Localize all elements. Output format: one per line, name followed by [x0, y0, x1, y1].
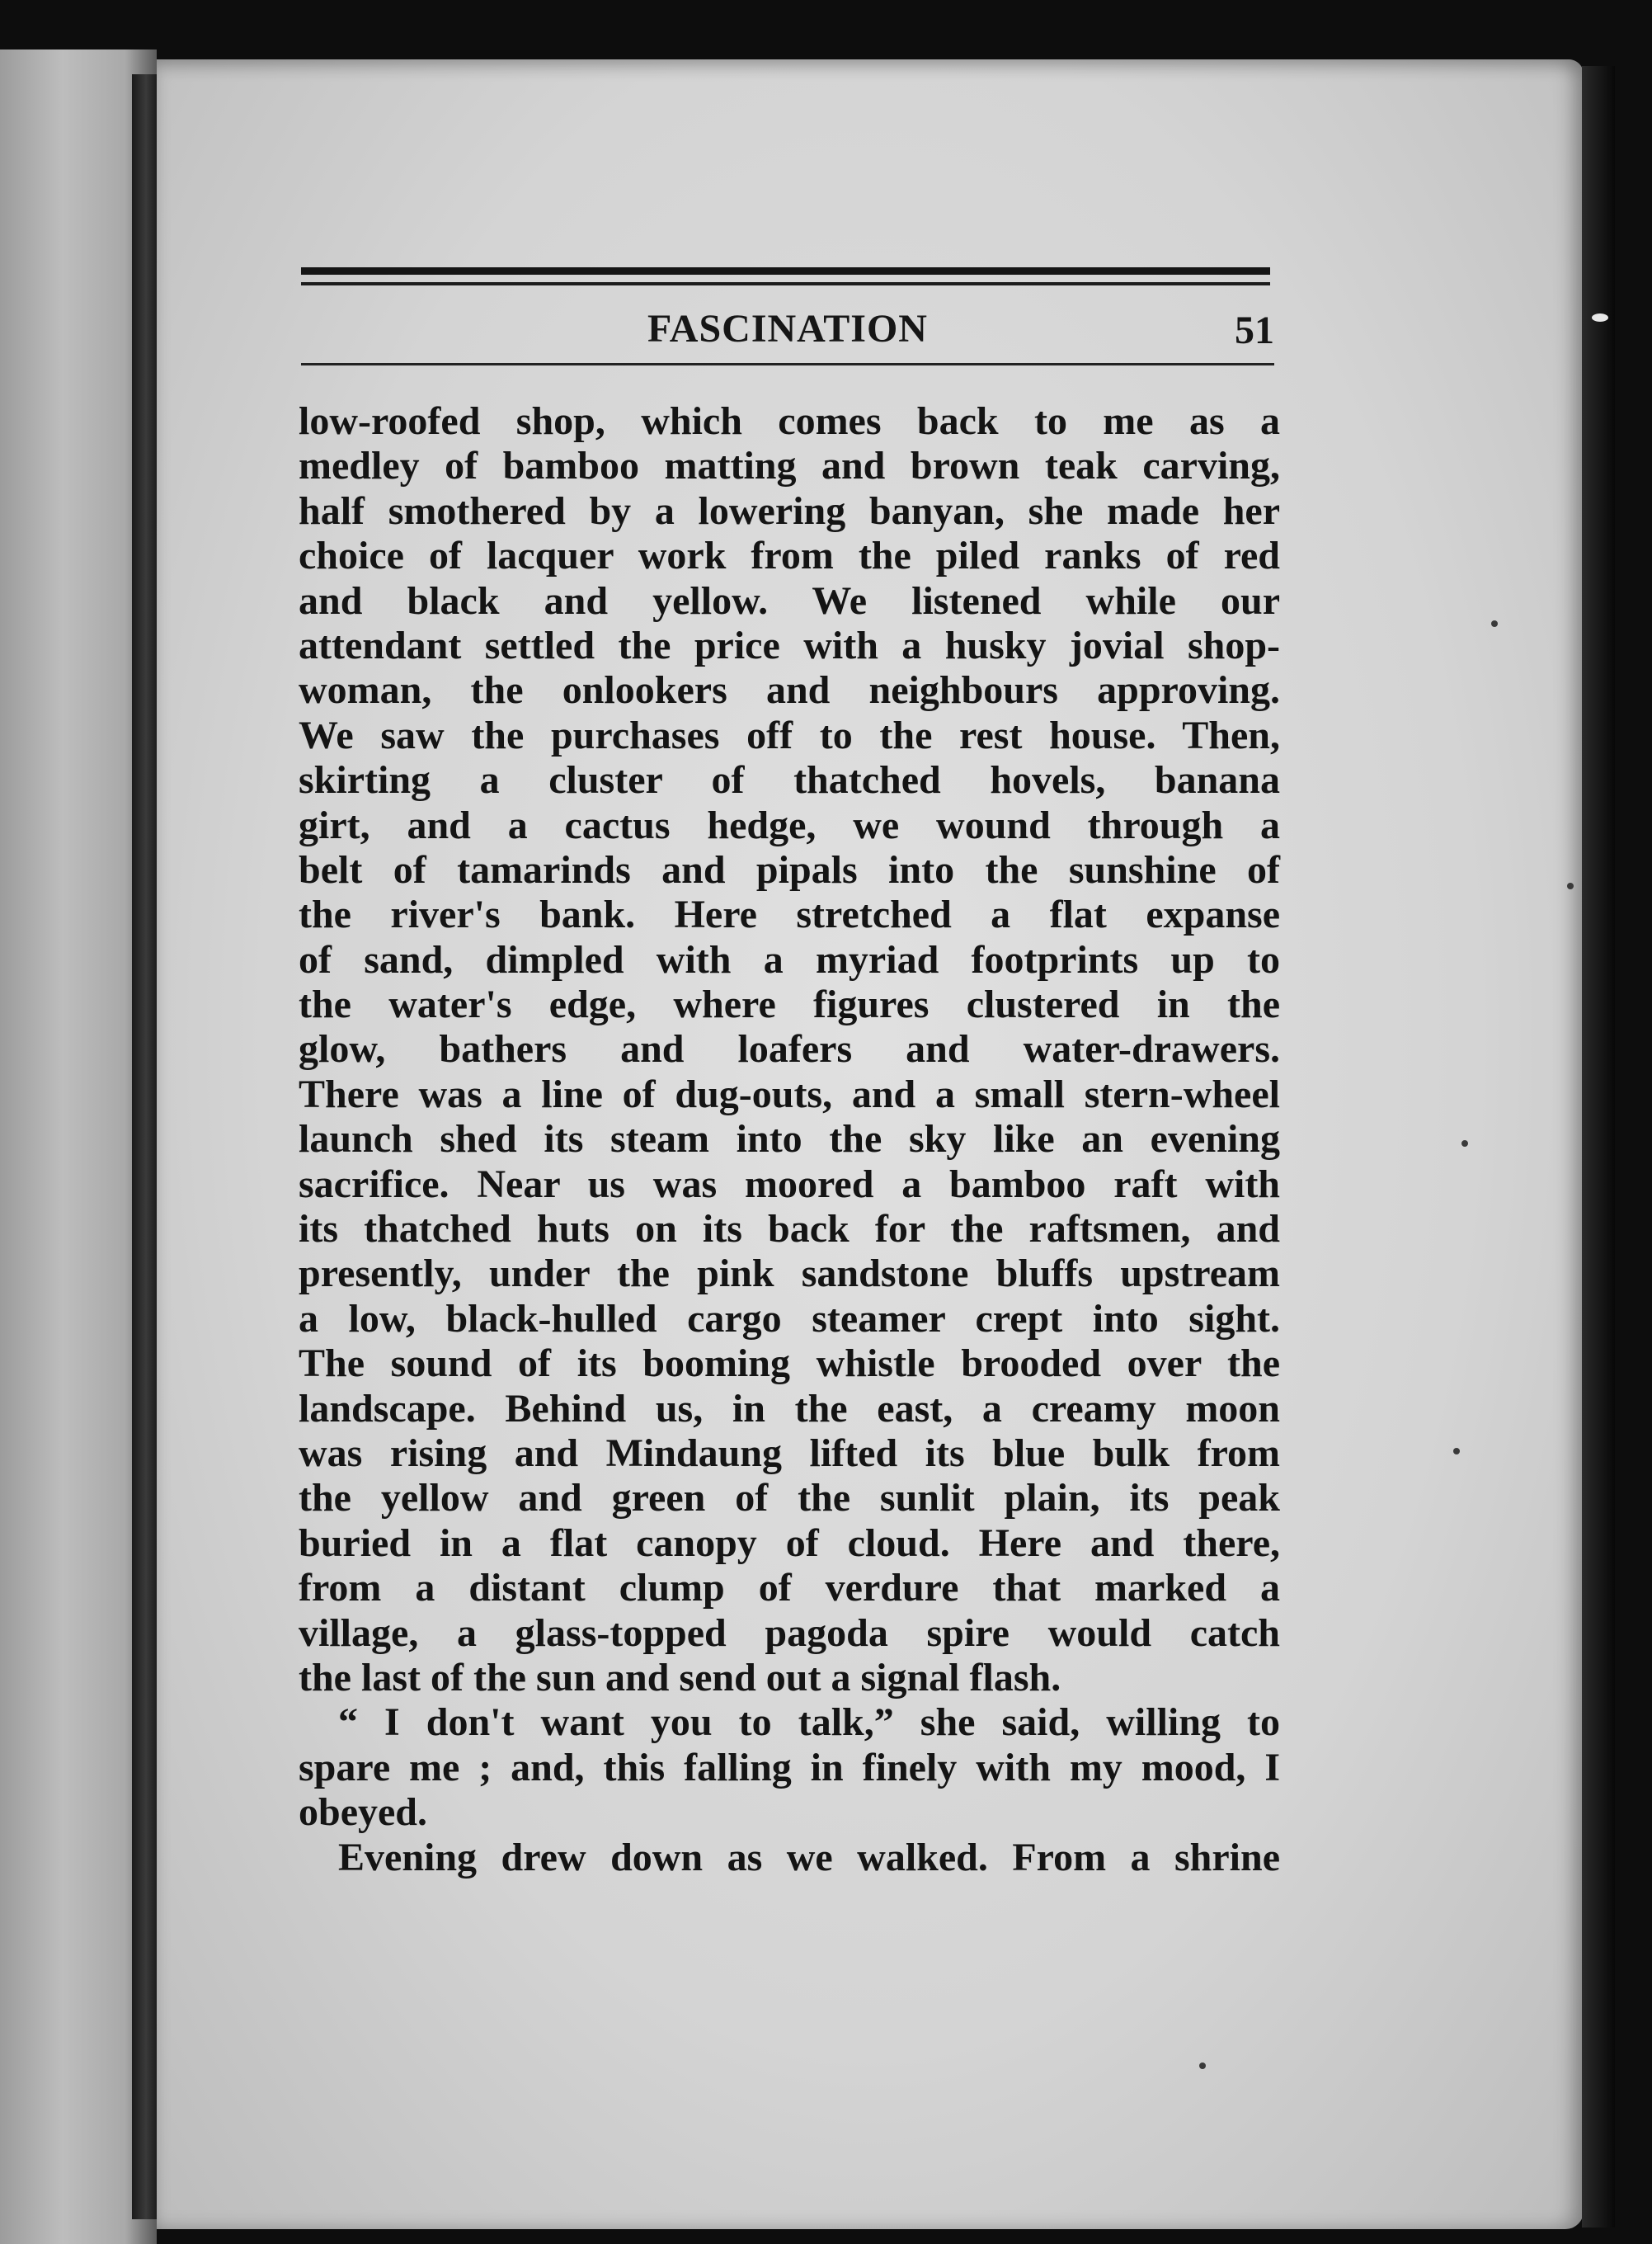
scan-speck	[1567, 883, 1574, 889]
paragraph-3	[299, 1836, 1280, 1880]
text-line: glow, bathers and loafers and water-drawers.	[299, 1027, 1280, 1072]
text-line: a low, black-hulled cargo steamer crept into sight.	[299, 1296, 1280, 1341]
text-line: village, a glass-topped pagoda spire would catch	[299, 1610, 1280, 1655]
text-line: half smothered by a lowering banyan, she made her	[299, 488, 1280, 533]
scan-speck	[1592, 314, 1608, 322]
text-line: the river's bank. Here stretched a flat expanse	[299, 893, 1280, 937]
book-spine	[132, 74, 160, 2219]
text-line: choice of lacquer work from the piled ranks of red	[299, 534, 1280, 578]
text-line: woman, the onlookers and neighbours approving.	[299, 668, 1280, 713]
text-line: its thatched huts on its back for the raftsmen, and	[299, 1207, 1280, 1252]
text-line: of sand, dimpled with a myriad footprints up to	[299, 937, 1280, 982]
text-line: belt of tamarinds and pipals into the sunshine of	[299, 847, 1280, 892]
text-line: the last of the sun and send out a signal flash.	[299, 1655, 1061, 1700]
paragraph-2	[299, 1700, 1280, 1835]
text-line: the yellow and green of the sunlit plain, its peak	[299, 1476, 1280, 1520]
scan-speck	[1461, 1140, 1468, 1147]
text-line: buried in a flat canopy of cloud. Here and there,	[299, 1520, 1280, 1565]
text-line: presently, under the pink sandstone bluffs upstream	[299, 1252, 1280, 1296]
text-line: Evening drew down as we walked. From a shrine	[338, 1835, 1280, 1879]
text-line: skirting a cluster of thatched hovels, banana	[299, 758, 1280, 803]
page-edge	[1582, 66, 1615, 2228]
text-line: was rising and Mindaung lifted its blue bulk from	[299, 1431, 1280, 1475]
text-line: The sound of its booming whistle brooded over the	[299, 1341, 1280, 1386]
text-line: There was a line of dug-outs, and a small stern-wheel	[299, 1072, 1280, 1116]
body-text	[299, 399, 1280, 1880]
text-line: low-roofed shop, which comes back to me as a	[299, 399, 1280, 443]
header-rule-thick	[301, 267, 1270, 275]
running-title: FASCINATION	[647, 307, 928, 351]
page-number: 51	[1235, 309, 1274, 352]
scan-speck	[1199, 2062, 1206, 2069]
text-line: “ I don't want you to talk,” she said, willing to	[338, 1700, 1280, 1745]
text-line: and black and yellow. We listened while our	[299, 578, 1280, 623]
text-line: We saw the purchases off to the rest house. Then,	[299, 713, 1280, 757]
text-line: sacrifice. Near us was moored a bamboo raft with	[299, 1162, 1280, 1206]
text-line: spare me ; and, this falling in finely with my mood, I	[299, 1745, 1280, 1789]
text-line: obeyed.	[299, 1790, 427, 1835]
scan-speck	[1491, 620, 1498, 627]
text-line: launch shed its steam into the sky like an evening	[299, 1117, 1280, 1162]
paragraph-1	[299, 399, 1280, 1700]
header-rule-thin	[301, 282, 1270, 285]
text-line: landscape. Behind us, in the east, a creamy moon	[299, 1386, 1280, 1431]
text-line: attendant settled the price with a husky jovial shop-	[299, 623, 1280, 667]
running-head	[301, 300, 1274, 358]
text-line: girt, and a cactus hedge, we wound through a	[299, 803, 1280, 847]
scan-speck	[1453, 1448, 1460, 1454]
text-line: the water's edge, where figures clustered in the	[299, 983, 1280, 1027]
header-rule-bottom	[301, 363, 1274, 365]
text-line: from a distant clump of verdure that marked a	[299, 1566, 1280, 1610]
text-line: medley of bamboo matting and brown teak carving,	[299, 444, 1280, 488]
